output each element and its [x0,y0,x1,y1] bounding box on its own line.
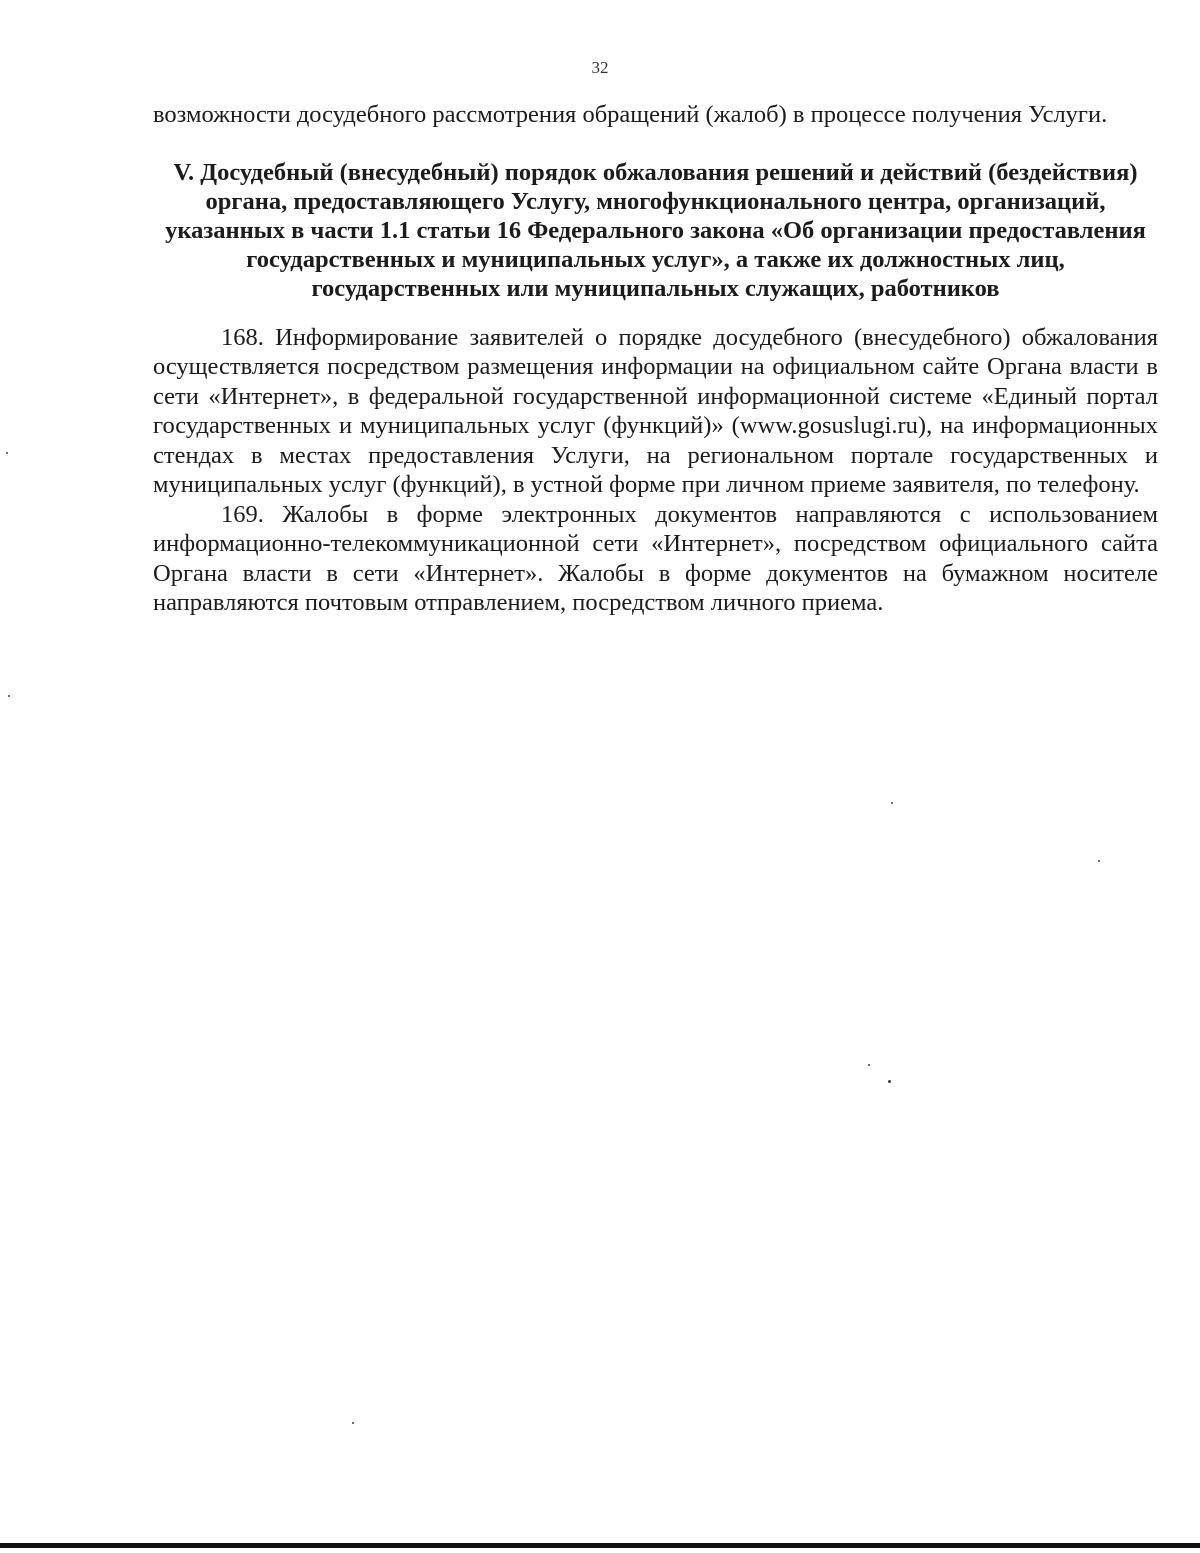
scan-speck [888,1080,891,1083]
scan-bottom-edge [0,1543,1200,1548]
scan-speck [1098,860,1100,862]
scan-speck [352,1422,354,1424]
paragraph-168: 168. Информирование заявителей о порядке досудебного (внесудебного) обжалования осуществляется посредством размещения информации на официальном сайте Органа власти в сети «Интернет», в федеральной государственной информационной системе «Единый портал государственных и муниципальных услуг (функций)» (www.gosuslugi.ru), на информационных стендах в местах предоставления Услуги, на региональном портале государственных и муниципальных услуг (функций), в устной форме при личном приеме заявителя, по телефону. [153,323,1158,498]
scan-speck [6,452,8,454]
paragraph-169: 169. Жалобы в форме электронных документов направляются с использованием информационно-телекоммуникационной сети «Интернет», посредством официального сайта Органа власти в сети «Интернет». Жалобы в форме документов на бумажном носителе направляются почтовым отправлением, посредством личного приема. [153,500,1158,616]
continuation-text: возможности досудебного рассмотрения обращений (жалоб) в процессе получения Услуги. [153,101,1108,128]
scan-speck [8,695,10,697]
scan-speck [891,802,893,804]
page-number: 32 [591,58,609,77]
scan-speck [868,1064,870,1066]
document-body [153,100,1158,618]
section-heading: V. Досудебный (внесудебный) порядок обжалования решений и действий (бездействия) органа, предоставляющего Услугу, многофункционального центра, организаций, указанных в части 1.1 статьи 16 Федерального закона «Об организации предоставления государственных и муниципальных услуг», а также их должностных лиц, государственных или муниципальных служащих, работников [165,158,1146,302]
